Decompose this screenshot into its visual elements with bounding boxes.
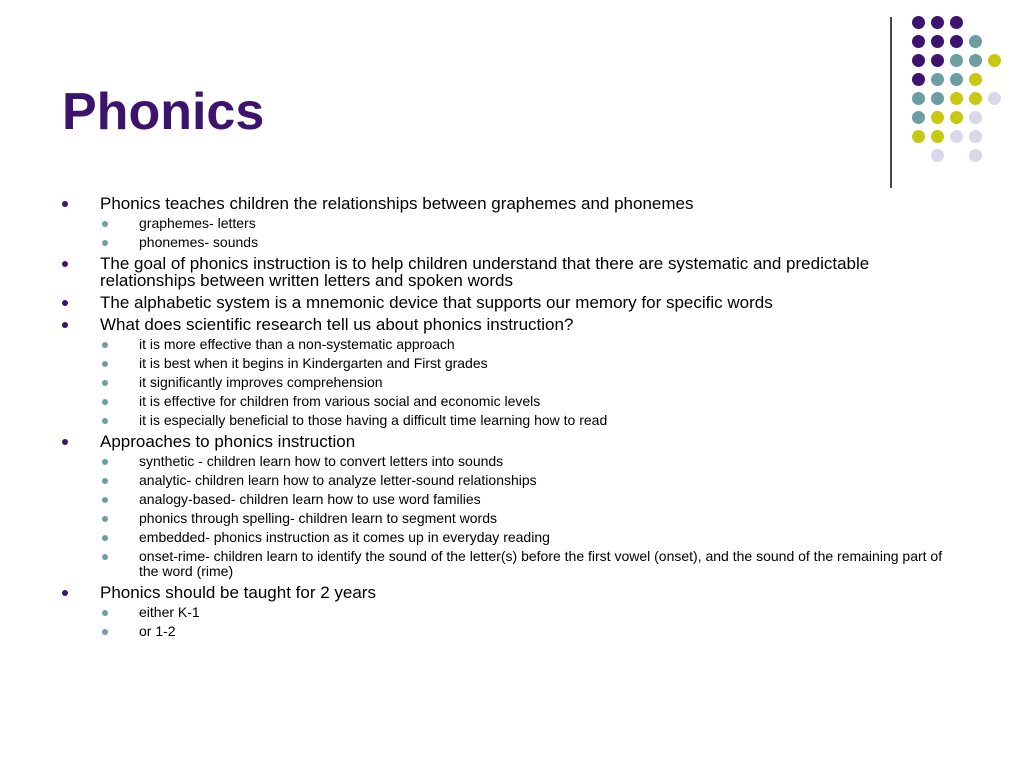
decorative-dot: [950, 35, 963, 48]
sub-bullet-text: synthetic - children learn how to convert letters into sounds: [139, 453, 504, 469]
bullet-dot-icon: [62, 322, 68, 328]
sub-bullet-text: it is best when it begins in Kindergarten and First grades: [139, 355, 488, 371]
decorative-dot: [969, 54, 982, 67]
sub-bullet-text: embedded- phonics instruction as it comes up in everyday reading: [139, 529, 550, 545]
sub-bullet-item: [62, 216, 952, 231]
sub-bullet-text: it is more effective than a non-systematic approach: [139, 336, 455, 352]
decorative-dot: [969, 92, 982, 105]
sub-bullet-text: it significantly improves comprehension: [139, 374, 383, 390]
slide-title: Phonics: [62, 83, 265, 141]
sub-bullet-item: [62, 511, 952, 526]
sub-bullet-dot-icon: [102, 497, 108, 503]
bullet-item: [62, 433, 952, 450]
decorative-dot: [912, 92, 925, 105]
decorative-dot: [950, 16, 963, 29]
decorative-dot: [912, 54, 925, 67]
decorative-dot: [931, 54, 944, 67]
sub-bullet-dot-icon: [102, 221, 108, 227]
sub-bullet-dot-icon: [102, 516, 108, 522]
sub-bullet-item: [62, 356, 952, 371]
decorative-dot: [950, 54, 963, 67]
sub-bullet-item: [62, 337, 952, 352]
sub-bullet-text: analytic- children learn how to analyze letter-sound relationships: [139, 472, 537, 488]
sub-bullet-text: either K-1: [139, 604, 200, 620]
sub-bullet-item: [62, 473, 952, 488]
bullet-item: [62, 255, 952, 289]
decorative-dot: [931, 16, 944, 29]
sub-bullet-item: [62, 394, 952, 409]
sub-bullet-dot-icon: [102, 554, 108, 560]
decorative-dot: [912, 111, 925, 124]
decorative-dot: [969, 111, 982, 124]
bullet-text: The goal of phonics instruction is to help children understand that there are systematic and predictable relationships between written letters and spoken words: [100, 254, 870, 290]
decorative-dot: [912, 130, 925, 143]
decorative-dot: [950, 92, 963, 105]
decorative-dot: [950, 73, 963, 86]
sub-bullet-dot-icon: [102, 478, 108, 484]
decorative-dot: [950, 111, 963, 124]
decorative-dot: [931, 130, 944, 143]
decorative-dot: [931, 149, 944, 162]
decorative-dot: [969, 73, 982, 86]
sub-bullet-item: [62, 413, 952, 428]
decorative-dot: [988, 54, 1001, 67]
bullet-dot-icon: [62, 261, 68, 267]
sub-bullet-text: graphemes- letters: [139, 215, 256, 231]
sub-bullet-item: [62, 549, 952, 579]
decorative-dot: [912, 73, 925, 86]
bullet-list: [62, 195, 952, 639]
sub-bullet-text: onset-rime- children learn to identify the sound of the letter(s) before the first vowel (onset), and the sound of the remaining part of the word (rime): [139, 548, 943, 579]
sub-bullet-dot-icon: [102, 361, 108, 367]
decorative-dot: [950, 130, 963, 143]
sub-bullet-dot-icon: [102, 459, 108, 465]
sub-bullet-item: [62, 492, 952, 507]
bullet-item: [62, 316, 952, 333]
sub-bullet-item: [62, 454, 952, 469]
sub-bullet-dot-icon: [102, 418, 108, 424]
bullet-dot-icon: [62, 590, 68, 596]
sub-bullet-text: phonemes- sounds: [139, 234, 259, 250]
sub-bullet-text: it is especially beneficial to those having a difficult time learning how to read: [139, 412, 608, 428]
bullet-text: Phonics should be taught for 2 years: [100, 583, 376, 602]
decorative-dot: [931, 73, 944, 86]
bullet-text: Phonics teaches children the relationships between graphemes and phonemes: [100, 194, 694, 213]
decorative-dot: [969, 130, 982, 143]
sub-bullet-dot-icon: [102, 399, 108, 405]
decorative-dot: [931, 35, 944, 48]
decorative-dot: [912, 35, 925, 48]
bullet-dot-icon: [62, 201, 68, 207]
sub-bullet-item: [62, 375, 952, 390]
sub-bullet-item: [62, 235, 952, 250]
decorative-dot: [931, 111, 944, 124]
bullet-item: [62, 195, 952, 212]
sub-bullet-dot-icon: [102, 380, 108, 386]
bullet-dot-icon: [62, 300, 68, 306]
sub-bullet-dot-icon: [102, 342, 108, 348]
decorative-vertical-line: [890, 17, 892, 188]
decorative-dot: [931, 92, 944, 105]
bullet-item: [62, 584, 952, 601]
bullet-text: Approaches to phonics instruction: [100, 432, 356, 451]
decorative-dot-grid: [912, 16, 1007, 171]
bullet-dot-icon: [62, 439, 68, 445]
sub-bullet-text: it is effective for children from various social and economic levels: [139, 393, 541, 409]
sub-bullet-dot-icon: [102, 610, 108, 616]
sub-bullet-dot-icon: [102, 535, 108, 541]
sub-bullet-text: phonics through spelling- children learn to segment words: [139, 510, 497, 526]
decorative-dot: [912, 16, 925, 29]
bullet-text: What does scientific research tell us about phonics instruction?: [100, 315, 574, 334]
bullet-text: The alphabetic system is a mnemonic device that supports our memory for specific words: [100, 293, 773, 312]
sub-bullet-text: analogy-based- children learn how to use word families: [139, 491, 481, 507]
bullet-item: [62, 294, 952, 311]
sub-bullet-item: [62, 605, 952, 620]
decorative-dot: [969, 35, 982, 48]
decorative-dot: [969, 149, 982, 162]
decorative-dot: [988, 92, 1001, 105]
sub-bullet-dot-icon: [102, 629, 108, 635]
sub-bullet-dot-icon: [102, 240, 108, 246]
sub-bullet-item: [62, 624, 952, 639]
sub-bullet-text: or 1-2: [139, 623, 176, 639]
sub-bullet-item: [62, 530, 952, 545]
